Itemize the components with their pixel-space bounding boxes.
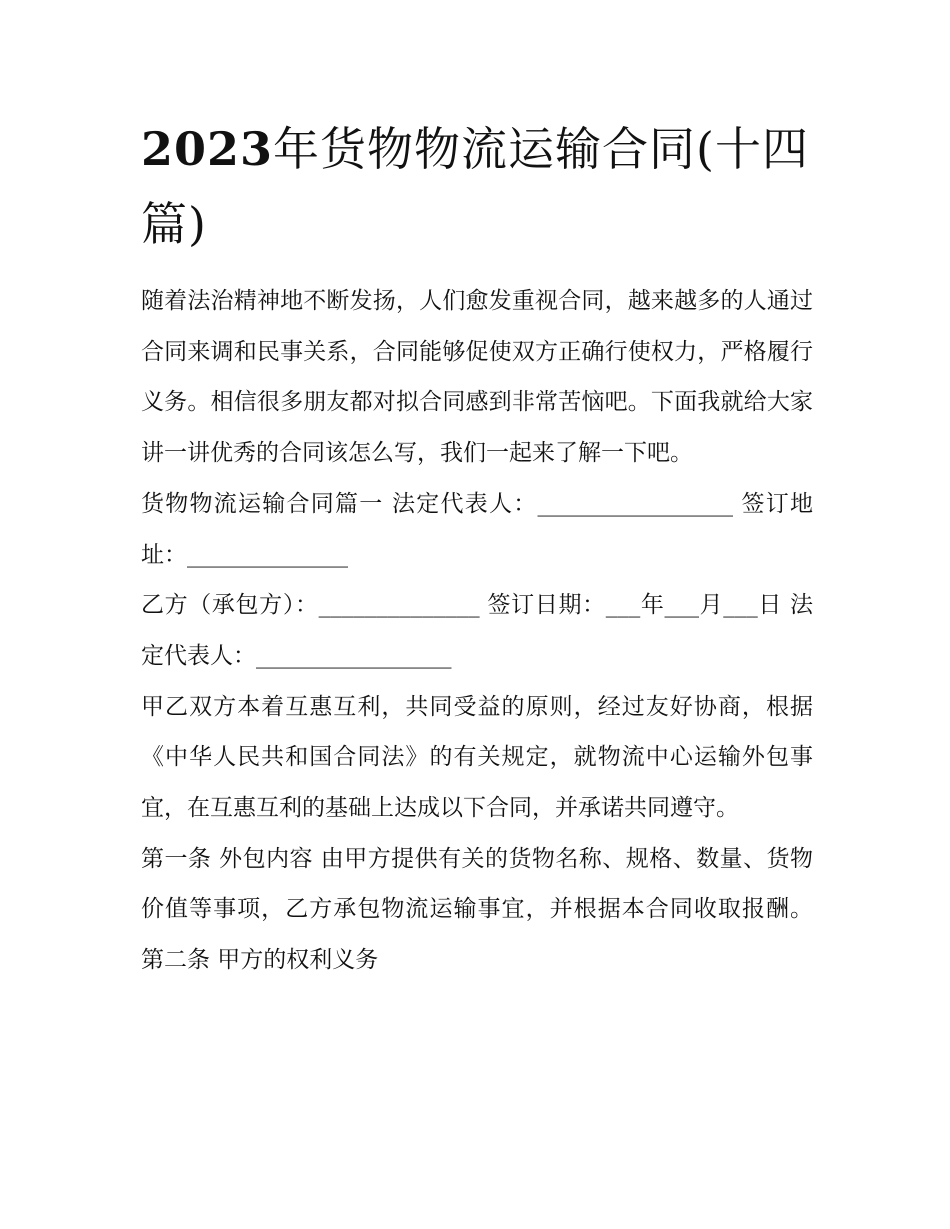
preamble-paragraph: 甲乙双方本着互惠互利，共同受益的原则，经过友好协商，根据《中华人民共和国合同法》的有关规定，就物流中心运输外包事宜，在互惠互利的基础上达成以下合同，并承诺共同遵守。 bbox=[141, 693, 813, 822]
document-title bbox=[141, 112, 841, 262]
contract-header-line: 货物物流运输合同篇一 法定代表人：_________________ 签订地址：______________ bbox=[141, 490, 813, 568]
article-one-paragraph: 第一条 外包内容 由甲方提供有关的货物名称、规格、数量、货物价值等事项，乙方承包物流运输事宜，并根据本合同收取报酬。 第二条 甲方的权利义务 bbox=[141, 845, 813, 974]
document-body bbox=[141, 276, 813, 986]
title-text: 年货物物流运输合同(十四篇) bbox=[141, 122, 809, 251]
party-b-line: 乙方（承包方）：______________ 签订日期：___年___月___日 法定代表人：_________________ bbox=[141, 592, 813, 669]
intro-paragraph: 随着法治精神地不断发扬，人们愈发重视合同，越来越多的人通过合同来调和民事关系，合同能够促使双方正确行使权力，严格履行义务。相信很多朋友都对拟合同感到非常苦恼吧。下面我就给大家讲一讲优秀的合同该怎么写，我们一起来了解一下吧。 bbox=[141, 288, 813, 467]
title-year: 2023 bbox=[141, 122, 274, 176]
